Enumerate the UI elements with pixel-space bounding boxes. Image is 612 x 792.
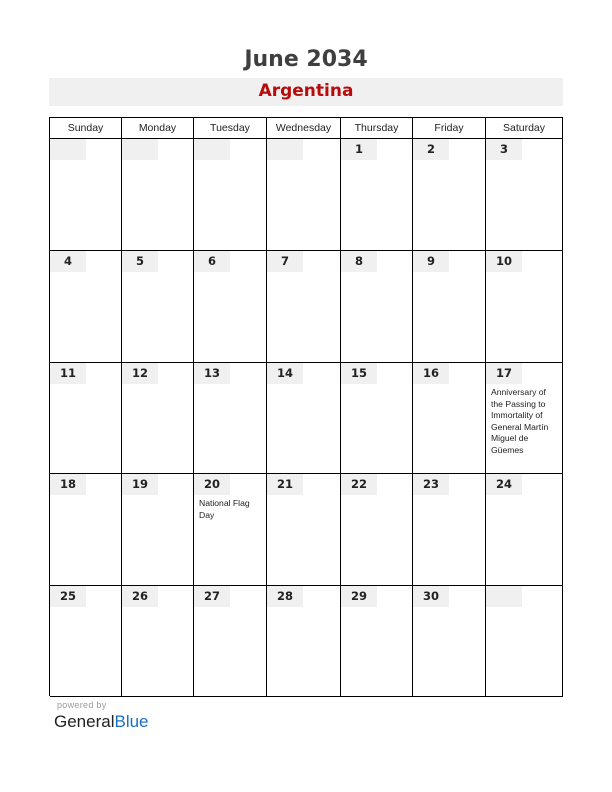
day-number: 7 xyxy=(267,251,303,272)
day-number: 5 xyxy=(122,251,158,272)
powered-by-label: powered by xyxy=(57,700,107,710)
day-cell-10 xyxy=(486,251,563,363)
day-number: 4 xyxy=(50,251,86,272)
day-cell-26 xyxy=(122,586,194,697)
empty-day-cell xyxy=(486,586,563,697)
weekday-header-monday: Monday xyxy=(122,118,194,139)
day-number: 6 xyxy=(194,251,230,272)
day-number: 2 xyxy=(413,139,449,160)
day-cell-27 xyxy=(194,586,267,697)
holiday-event: Anniversary of the Passing to Immortality of General Martín Miguel de Güemes xyxy=(491,387,549,455)
day-cell-12 xyxy=(122,363,194,474)
day-number xyxy=(267,139,303,160)
day-number xyxy=(486,586,522,607)
day-number: 19 xyxy=(122,474,158,495)
day-cell-5 xyxy=(122,251,194,363)
day-number: 16 xyxy=(413,363,449,384)
day-number xyxy=(50,139,86,160)
weekday-header-thursday: Thursday xyxy=(341,118,413,139)
country-banner xyxy=(49,78,563,106)
day-cell-3 xyxy=(486,139,563,251)
day-number: 18 xyxy=(50,474,86,495)
day-number: 13 xyxy=(194,363,230,384)
day-number: 23 xyxy=(413,474,449,495)
day-cell-16 xyxy=(413,363,486,474)
day-cell-24 xyxy=(486,474,563,586)
page-title: June 2034 xyxy=(244,47,368,72)
day-number xyxy=(194,139,230,160)
day-cell-6 xyxy=(194,251,267,363)
day-cell-17 xyxy=(486,363,563,474)
day-cell-25 xyxy=(50,586,122,697)
empty-day-cell xyxy=(50,139,122,251)
day-cell-19 xyxy=(122,474,194,586)
day-number: 27 xyxy=(194,586,230,607)
weekday-header-friday: Friday xyxy=(413,118,486,139)
holiday-event: National Flag Day xyxy=(199,498,250,520)
day-number: 9 xyxy=(413,251,449,272)
day-number: 10 xyxy=(486,251,522,272)
day-cell-22 xyxy=(341,474,413,586)
day-number: 15 xyxy=(341,363,377,384)
day-cell-18 xyxy=(50,474,122,586)
day-cell-4 xyxy=(50,251,122,363)
day-cell-15 xyxy=(341,363,413,474)
day-cell-8 xyxy=(341,251,413,363)
day-cell-2 xyxy=(413,139,486,251)
day-number: 21 xyxy=(267,474,303,495)
weekday-header-sunday: Sunday xyxy=(50,118,122,139)
day-cell-23 xyxy=(413,474,486,586)
weekday-header-tuesday: Tuesday xyxy=(194,118,267,139)
day-number: 30 xyxy=(413,586,449,607)
day-cell-9 xyxy=(413,251,486,363)
day-number: 26 xyxy=(122,586,158,607)
day-number: 17 xyxy=(486,363,522,384)
empty-day-cell xyxy=(122,139,194,251)
day-cell-11 xyxy=(50,363,122,474)
day-cell-28 xyxy=(267,586,341,697)
day-cell-14 xyxy=(267,363,341,474)
day-number: 22 xyxy=(341,474,377,495)
weekday-header-saturday: Saturday xyxy=(486,118,563,139)
day-cell-13 xyxy=(194,363,267,474)
day-cell-20 xyxy=(194,474,267,586)
day-number xyxy=(122,139,158,160)
day-number: 14 xyxy=(267,363,303,384)
empty-day-cell xyxy=(194,139,267,251)
day-number: 1 xyxy=(341,139,377,160)
day-cell-1 xyxy=(341,139,413,251)
day-number: 29 xyxy=(341,586,377,607)
brand-blue-text: Blue xyxy=(114,712,149,731)
weekday-header-row xyxy=(50,118,563,139)
day-number: 20 xyxy=(194,474,230,495)
day-cell-21 xyxy=(267,474,341,586)
calendar-grid xyxy=(49,117,563,696)
day-number: 3 xyxy=(486,139,522,160)
brand-general-text: General xyxy=(54,712,115,731)
day-cell-7 xyxy=(267,251,341,363)
day-number: 11 xyxy=(50,363,86,384)
country-name: Argentina xyxy=(258,81,354,101)
day-number: 28 xyxy=(267,586,303,607)
day-cell-29 xyxy=(341,586,413,697)
day-number: 25 xyxy=(50,586,86,607)
day-number: 12 xyxy=(122,363,158,384)
day-cell-30 xyxy=(413,586,486,697)
empty-day-cell xyxy=(267,139,341,251)
day-number: 24 xyxy=(486,474,522,495)
weekday-header-wednesday: Wednesday xyxy=(267,118,341,139)
generalblue-logo[interactable] xyxy=(54,712,149,732)
day-number: 8 xyxy=(341,251,377,272)
